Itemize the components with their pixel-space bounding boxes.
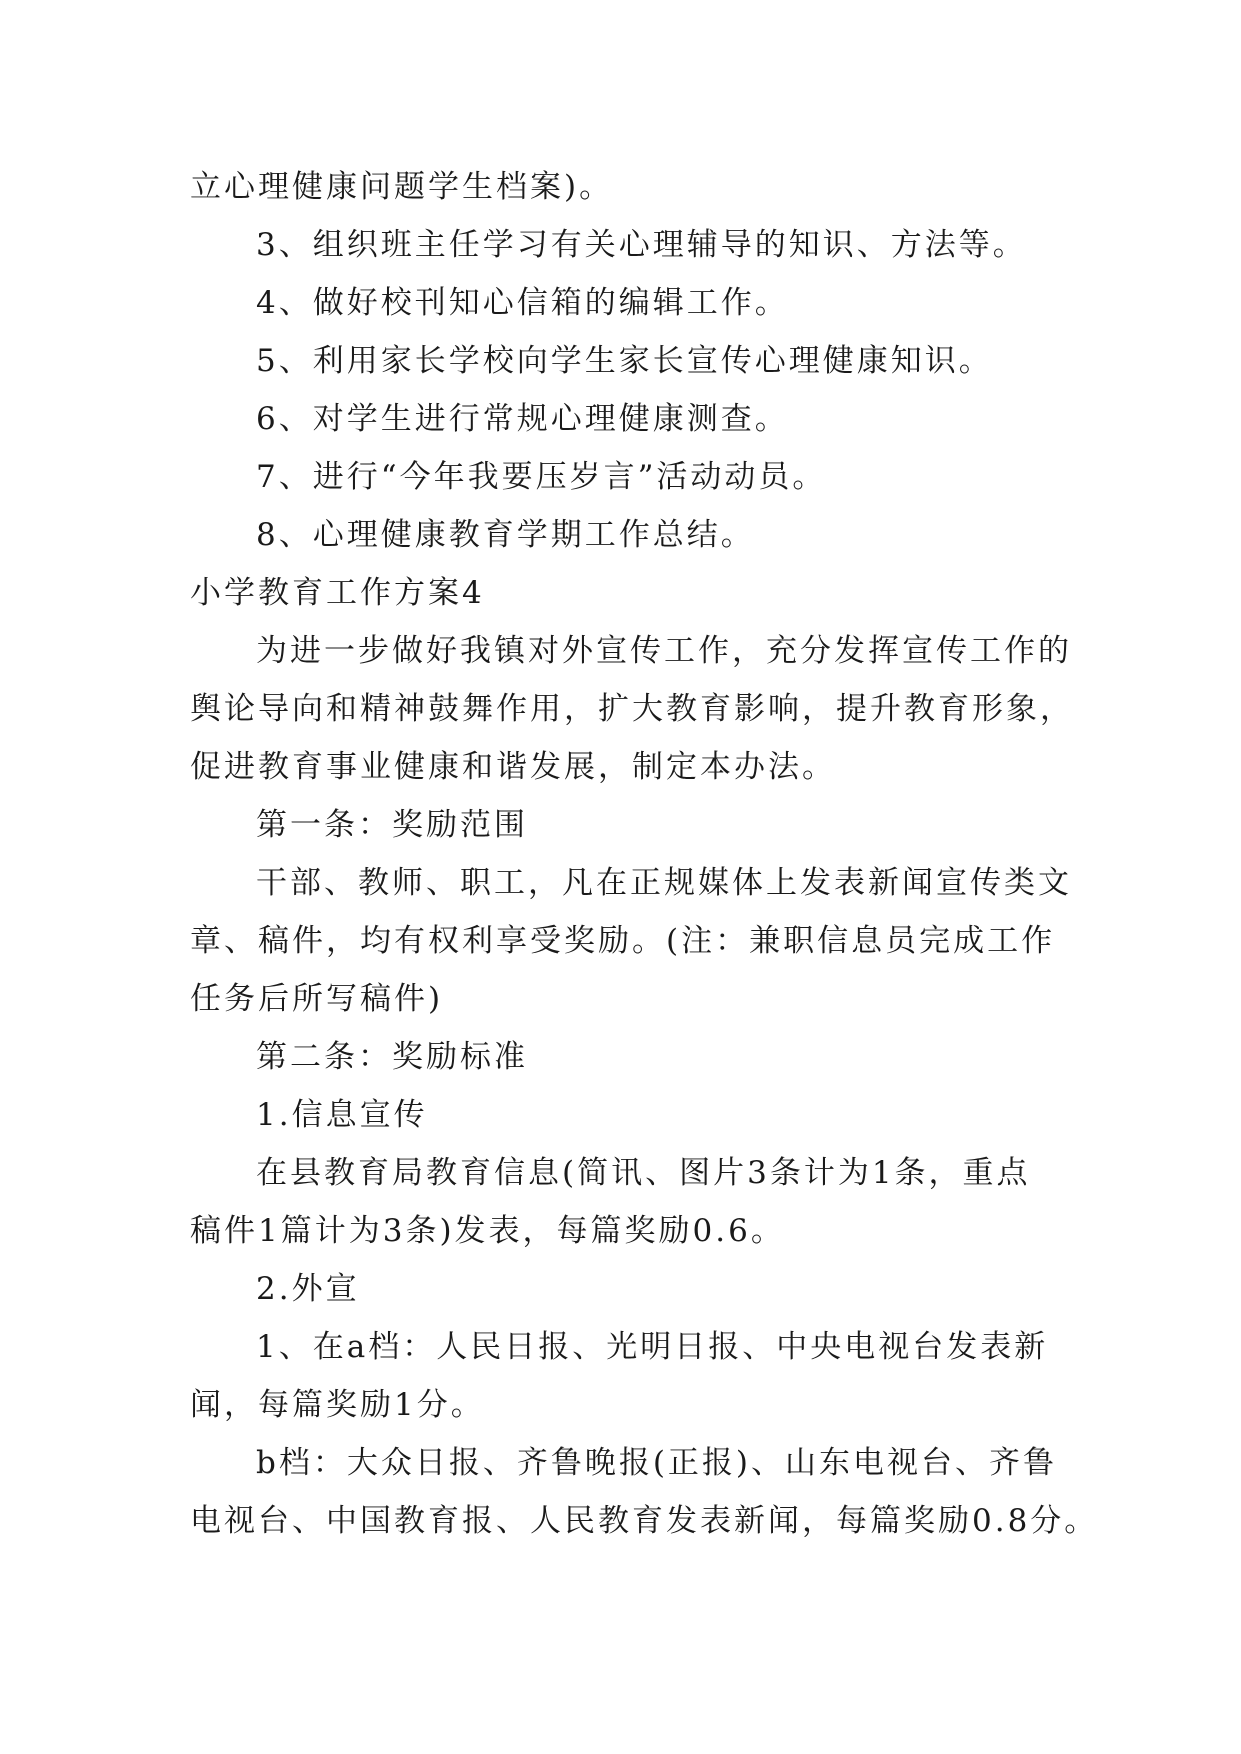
subheading: 2.外宣 [256, 1271, 360, 1307]
article-heading: 第二条：奖励标准 [256, 1039, 528, 1075]
paragraph-line: 干部、教师、职工，凡在正规媒体上发表新闻宣传类文 [256, 865, 1072, 901]
subheading: 1.信息宣传 [256, 1097, 428, 1133]
list-item: 5、利用家长学校向学生家长宣传心理健康知识。 [256, 343, 993, 379]
list-item: 3、组织班主任学习有关心理辅导的知识、方法等。 [256, 227, 1027, 263]
text-line: 立心理健康问题学生档案)。 [190, 169, 614, 205]
paragraph-line: 章、稿件，均有权利享受奖励。(注：兼职信息员完成工作 [190, 923, 1056, 959]
paragraph-line: 1、在a档：人民日报、光明日报、中央电视台发表新 [256, 1329, 1049, 1365]
list-item: 4、做好校刊知心信箱的编辑工作。 [256, 285, 789, 321]
paragraph-line: 稿件1篇计为3条)发表，每篇奖励0.6。 [190, 1213, 785, 1249]
article-heading: 第一条：奖励范围 [256, 807, 528, 843]
paragraph-line: 为进一步做好我镇对外宣传工作，充分发挥宣传工作的 [256, 633, 1072, 669]
paragraph-line: 舆论导向和精神鼓舞作用，扩大教育影响，提升教育形象， [190, 691, 1074, 727]
document-body [190, 158, 1099, 1550]
paragraph-line: 任务后所写稿件) [190, 981, 444, 1017]
paragraph-line: 电视台、中国教育报、人民教育发表新闻，每篇奖励0.8分。 [190, 1503, 1099, 1539]
section-heading: 小学教育工作方案4 [190, 575, 485, 611]
list-item: 7、进行“今年我要压岁言”活动动员。 [256, 459, 827, 495]
paragraph-line: 在县教育局教育信息(简讯、图片3条计为1条，重点 [256, 1155, 1031, 1191]
list-item: 8、心理健康教育学期工作总结。 [256, 517, 755, 553]
list-item: 6、对学生进行常规心理健康测查。 [256, 401, 789, 437]
paragraph-line: 闻，每篇奖励1分。 [190, 1387, 485, 1423]
paragraph-line: b档：大众日报、齐鲁晚报(正报)、山东电视台、齐鲁 [256, 1445, 1058, 1481]
paragraph-line: 促进教育事业健康和谐发展，制定本办法。 [190, 749, 836, 785]
